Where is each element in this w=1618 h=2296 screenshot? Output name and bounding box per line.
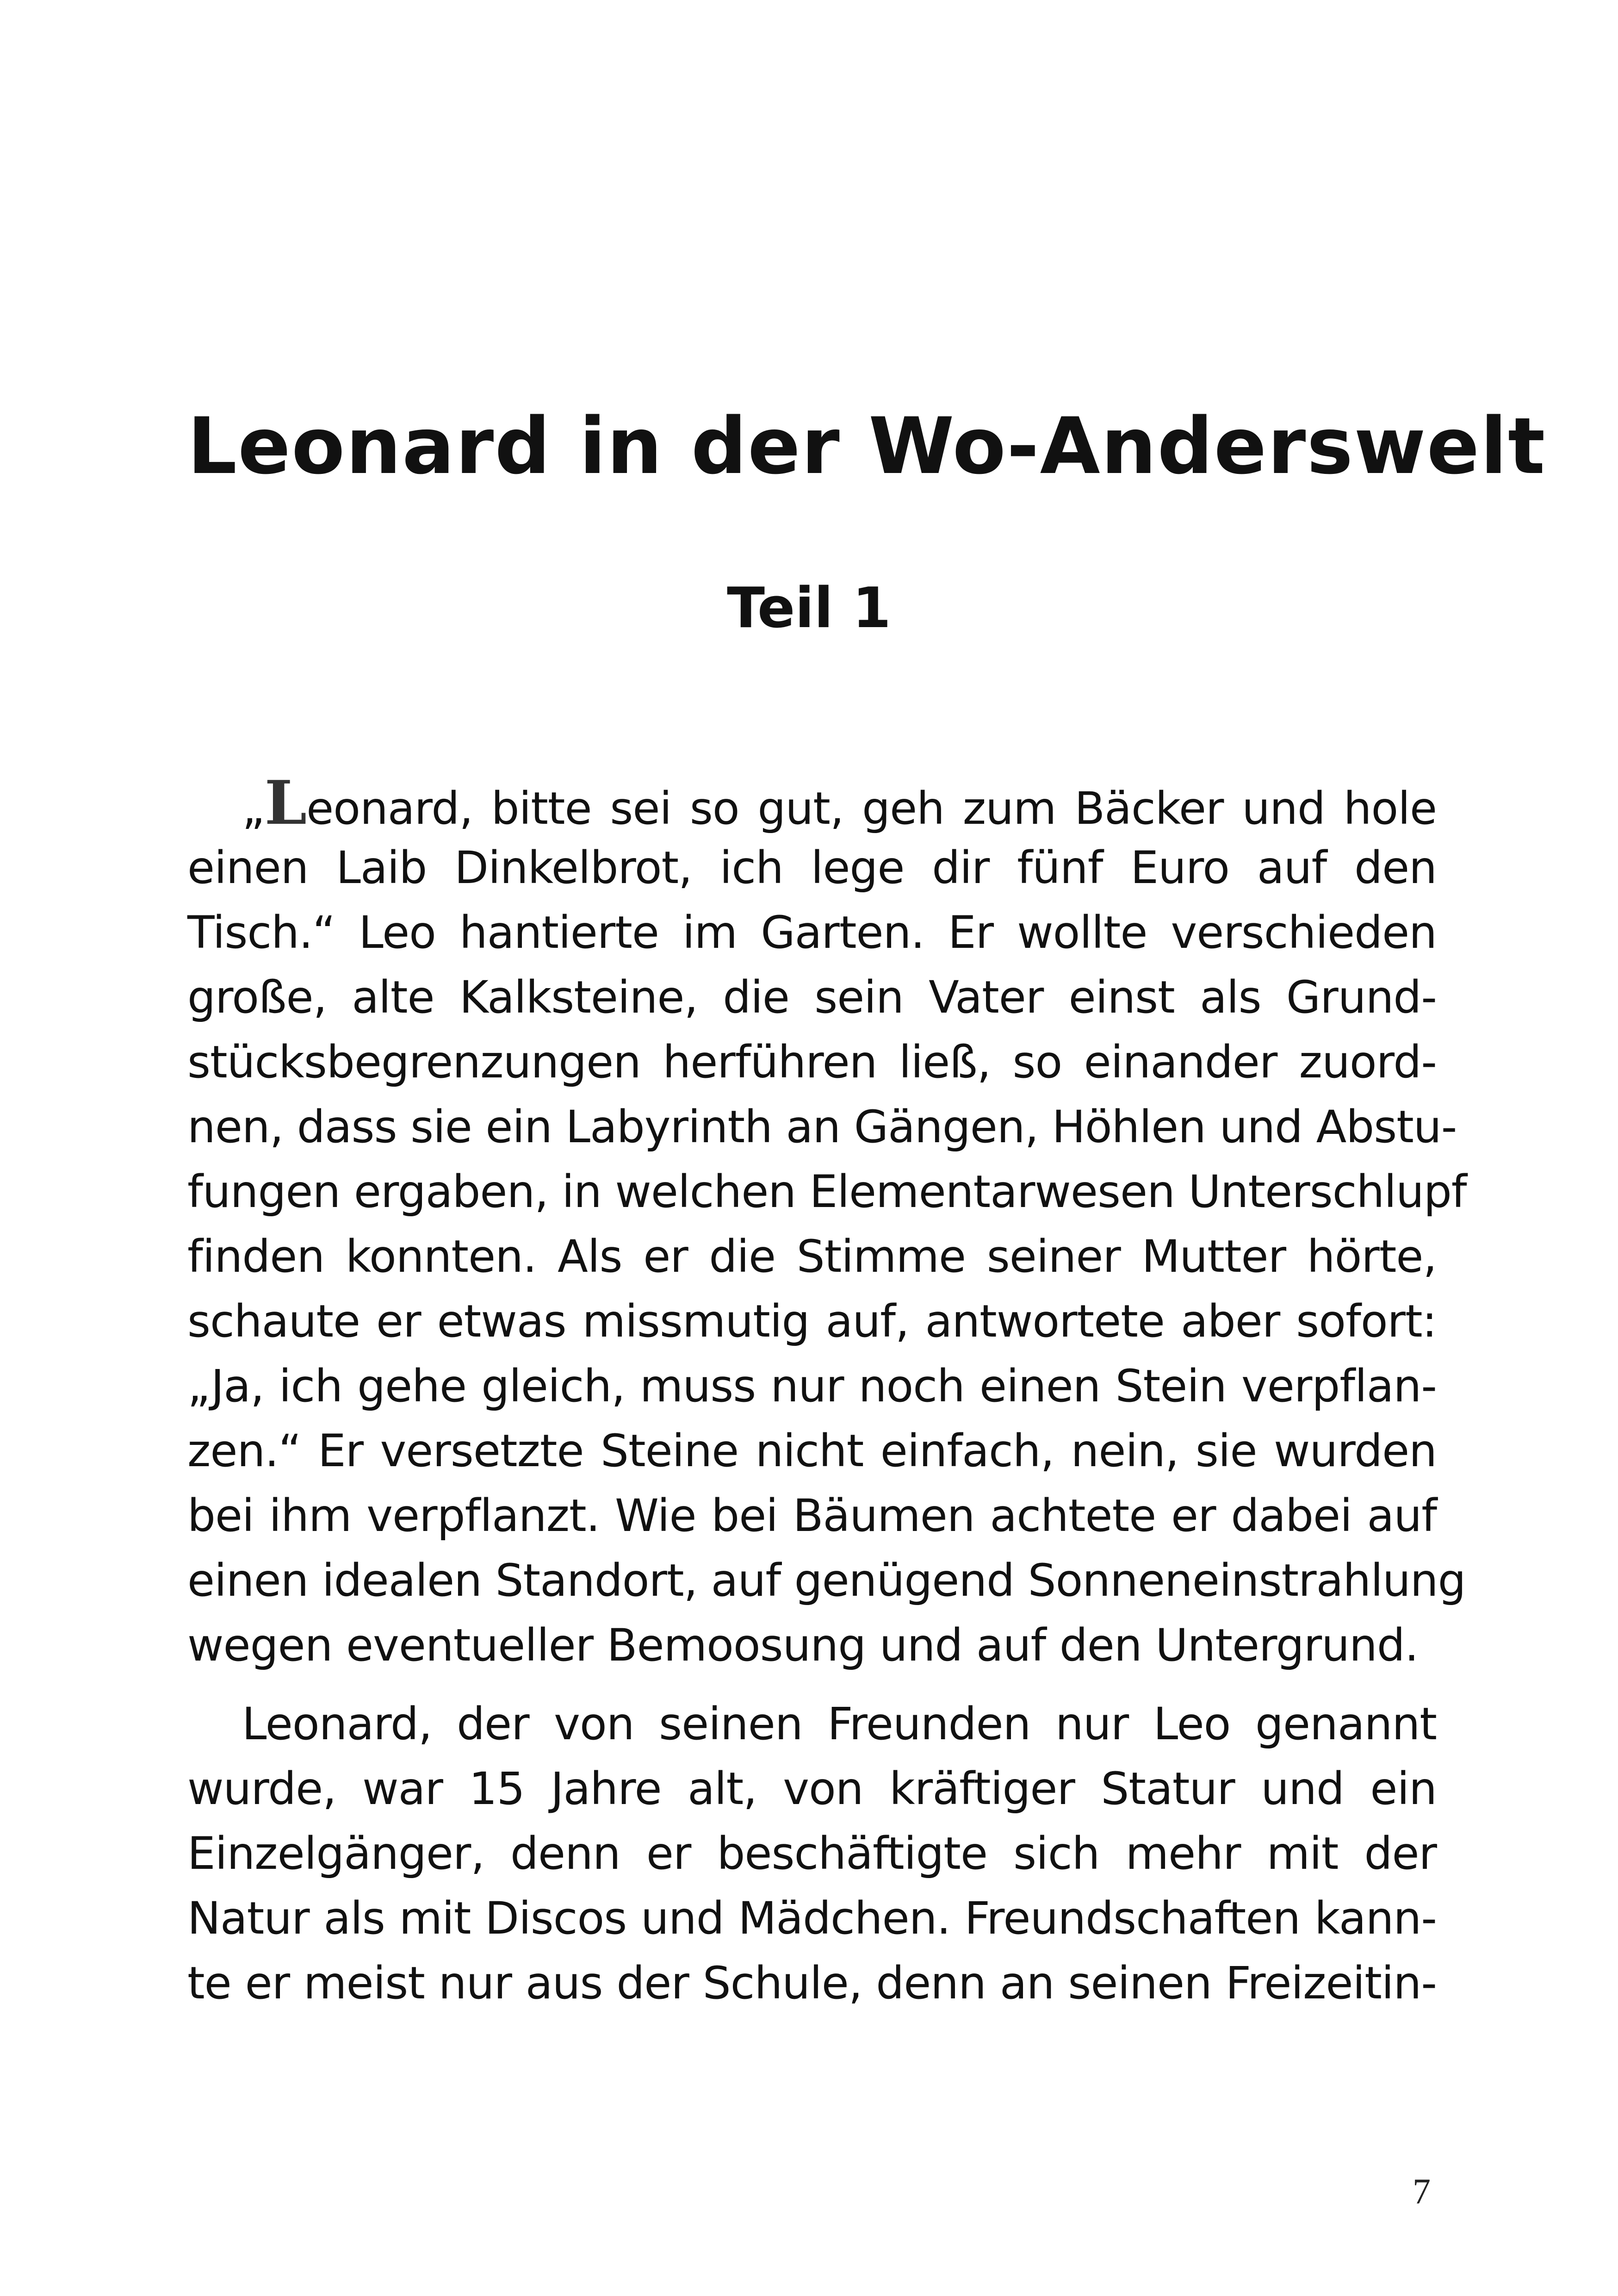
text-line: bei ihm verpflanzt. Wie bei Bäumen achtete er dabei auf [187, 1490, 1437, 1542]
text-line: nen, dass sie ein Labyrinth an Gängen, Höhlen und Abstu- [187, 1101, 1457, 1153]
text-line: wegen eventueller Bemoosung und auf den Untergrund. [187, 1619, 1419, 1671]
text-line: einen Laib Dinkelbrot, ich lege dir fünf Euro auf den [187, 842, 1437, 894]
text-line [187, 767, 1437, 838]
text-line: fungen ergaben, in welchen Elementarwesen Unterschlupf [187, 1166, 1467, 1218]
text-line-rest: eonard, bitte sei so gut, geh zum Bäcker und hole [306, 783, 1437, 834]
text-line: Leonard, der von seinen Freunden nur Leo genannt [242, 1698, 1437, 1750]
text-line: te er meist nur aus der Schule, denn an seinen Freizeitin- [187, 1957, 1437, 2009]
text-line: zen.“ Er versetzte Steine nicht einfach, nein, sie wurden [187, 1425, 1437, 1477]
body-text [187, 767, 1467, 2016]
text-line: Einzelgänger, denn er beschäftigte sich mehr mit der [187, 1828, 1437, 1879]
text-line: stücksbegrenzungen herführen ließ, so einander zuord- [187, 1036, 1437, 1088]
chapter-title: Leonard in der Wo-Anderswelt [187, 401, 1546, 492]
text-line: einen idealen Standort, auf genügend Sonneneinstrahlung [187, 1555, 1466, 1606]
text-line: Tisch.“ Leo hantierte im Garten. Er wollte verschieden [187, 907, 1437, 958]
text-line: große, alte Kalksteine, die sein Vater einst als Grund- [187, 971, 1437, 1023]
text-line: wurde, war 15 Jahre alt, von kräftiger Statur und ein [187, 1763, 1437, 1815]
chapter-subtitle: Teil 1 [727, 576, 891, 641]
text-line: finden konnten. Als er die Stimme seiner Mutter hörte, [187, 1231, 1437, 1282]
text-line: schaute er etwas missmutig auf, antwortete aber sofort: [187, 1295, 1437, 1347]
decorative-initial: L [264, 767, 307, 838]
text-line: „Ja, ich gehe gleich, muss nur noch einen Stein verpflan- [187, 1360, 1437, 1412]
paragraph-gap [187, 1678, 1437, 1692]
page-number: 7 [1413, 2171, 1431, 2211]
opening-quote: „ [242, 783, 265, 834]
text-line: Natur als mit Discos und Mädchen. Freundschaften kann- [187, 1892, 1437, 1944]
